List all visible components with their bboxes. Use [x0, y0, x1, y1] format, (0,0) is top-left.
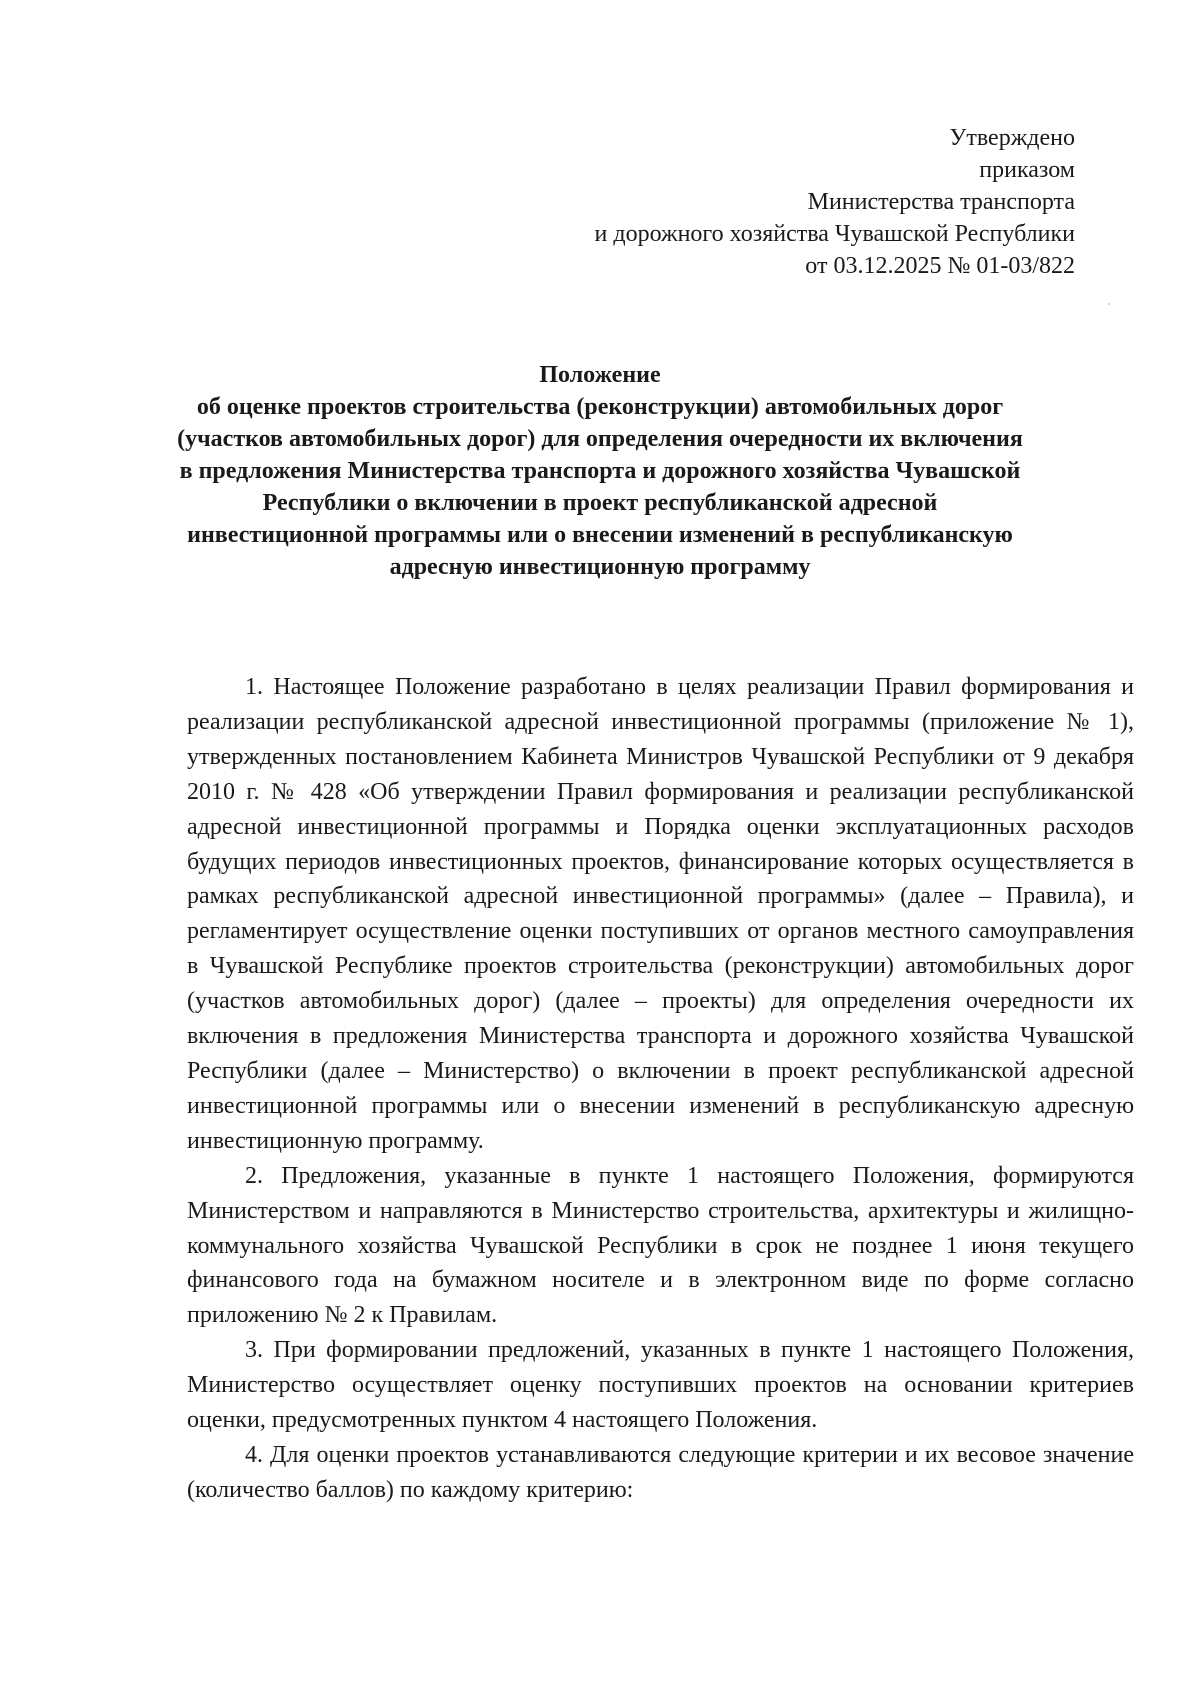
title-line: об оценке проектов строительства (реконструкции) автомобильных дорог	[196, 394, 1004, 420]
paragraph-2: 2. Предложения, указанные в пункте 1 настоящего Положения, формируются Министерством и направляются в Министерство строительства, архитектуры и жилищно-коммунального хозяйства Чувашской Республики в срок не позднее 1 июня текущего финансового года на бумажном носителе и в электронном виде по форме согласно приложению № 2 к Правилам.	[187, 1162, 1134, 1329]
paragraph-3: 3. При формировании предложений, указанных в пункте 1 настоящего Положения, Министерство осуществляет оценку поступивших проектов на основании критериев оценки, предусмотренных пунктом 4 настоящего Положения.	[187, 1337, 1134, 1434]
title-line: инвестиционной программы или о внесении изменений в республиканскую	[187, 522, 1013, 548]
approval-date-number: от 03.12.2025 № 01-03/822	[805, 253, 1075, 279]
title-line: в предложения Министерства транспорта и дорожного хозяйства Чувашской	[179, 458, 1021, 484]
document-title	[170, 359, 1030, 583]
document-body	[187, 670, 1134, 1508]
approval-line: Утверждено	[949, 125, 1075, 151]
title-line: Республики о включении в проект республиканской адресной	[262, 490, 938, 516]
approval-block	[515, 122, 1075, 282]
approval-line: приказом	[979, 157, 1075, 183]
title-heading: Положение	[539, 362, 661, 388]
approval-line: Министерства транспорта	[807, 189, 1075, 215]
title-line: (участков автомобильных дорог) для определения очередности их включения	[177, 426, 1023, 452]
paragraph-1: 1. Настоящее Положение разработано в целях реализации Правил формирования и реализации республиканской адресной инвестиционной программы (приложение № 1), утвержденных постановлением Кабинета Министров Чувашской Республики от 9 декабря 2010 г. № 428 «Об утверждении Правил формирования и реализации республиканской адресной инвестиционной программы и Порядка оценки эксплуатационных расходов будущих периодов инвестиционных проектов, финансирование которых осуществляется в рамках республиканской адресной инвестиционной программы» (далее – Правила), и регламентирует осуществление оценки поступивших от органов местного самоуправления в Чувашской Республике проектов строительства (реконструкции) автомобильных дорог (участков автомобильных дорог) (далее – проекты) для определения очередности их включения в предложения Министерства транспорта и дорожного хозяйства Чувашской Республики (далее – Министерство) о включении в проект республиканской адресной инвестиционной программы или о внесении изменений в республиканскую адресную инвестиционную программу.	[187, 674, 1134, 1154]
approval-line: и дорожного хозяйства Чувашской Республики	[594, 221, 1075, 247]
scan-speck	[1108, 303, 1110, 305]
title-line: адресную инвестиционную программу	[389, 554, 811, 580]
paragraph-4: 4. Для оценки проектов устанавливаются следующие критерии и их весовое значение (количество баллов) по каждому критерию:	[187, 1441, 1134, 1503]
